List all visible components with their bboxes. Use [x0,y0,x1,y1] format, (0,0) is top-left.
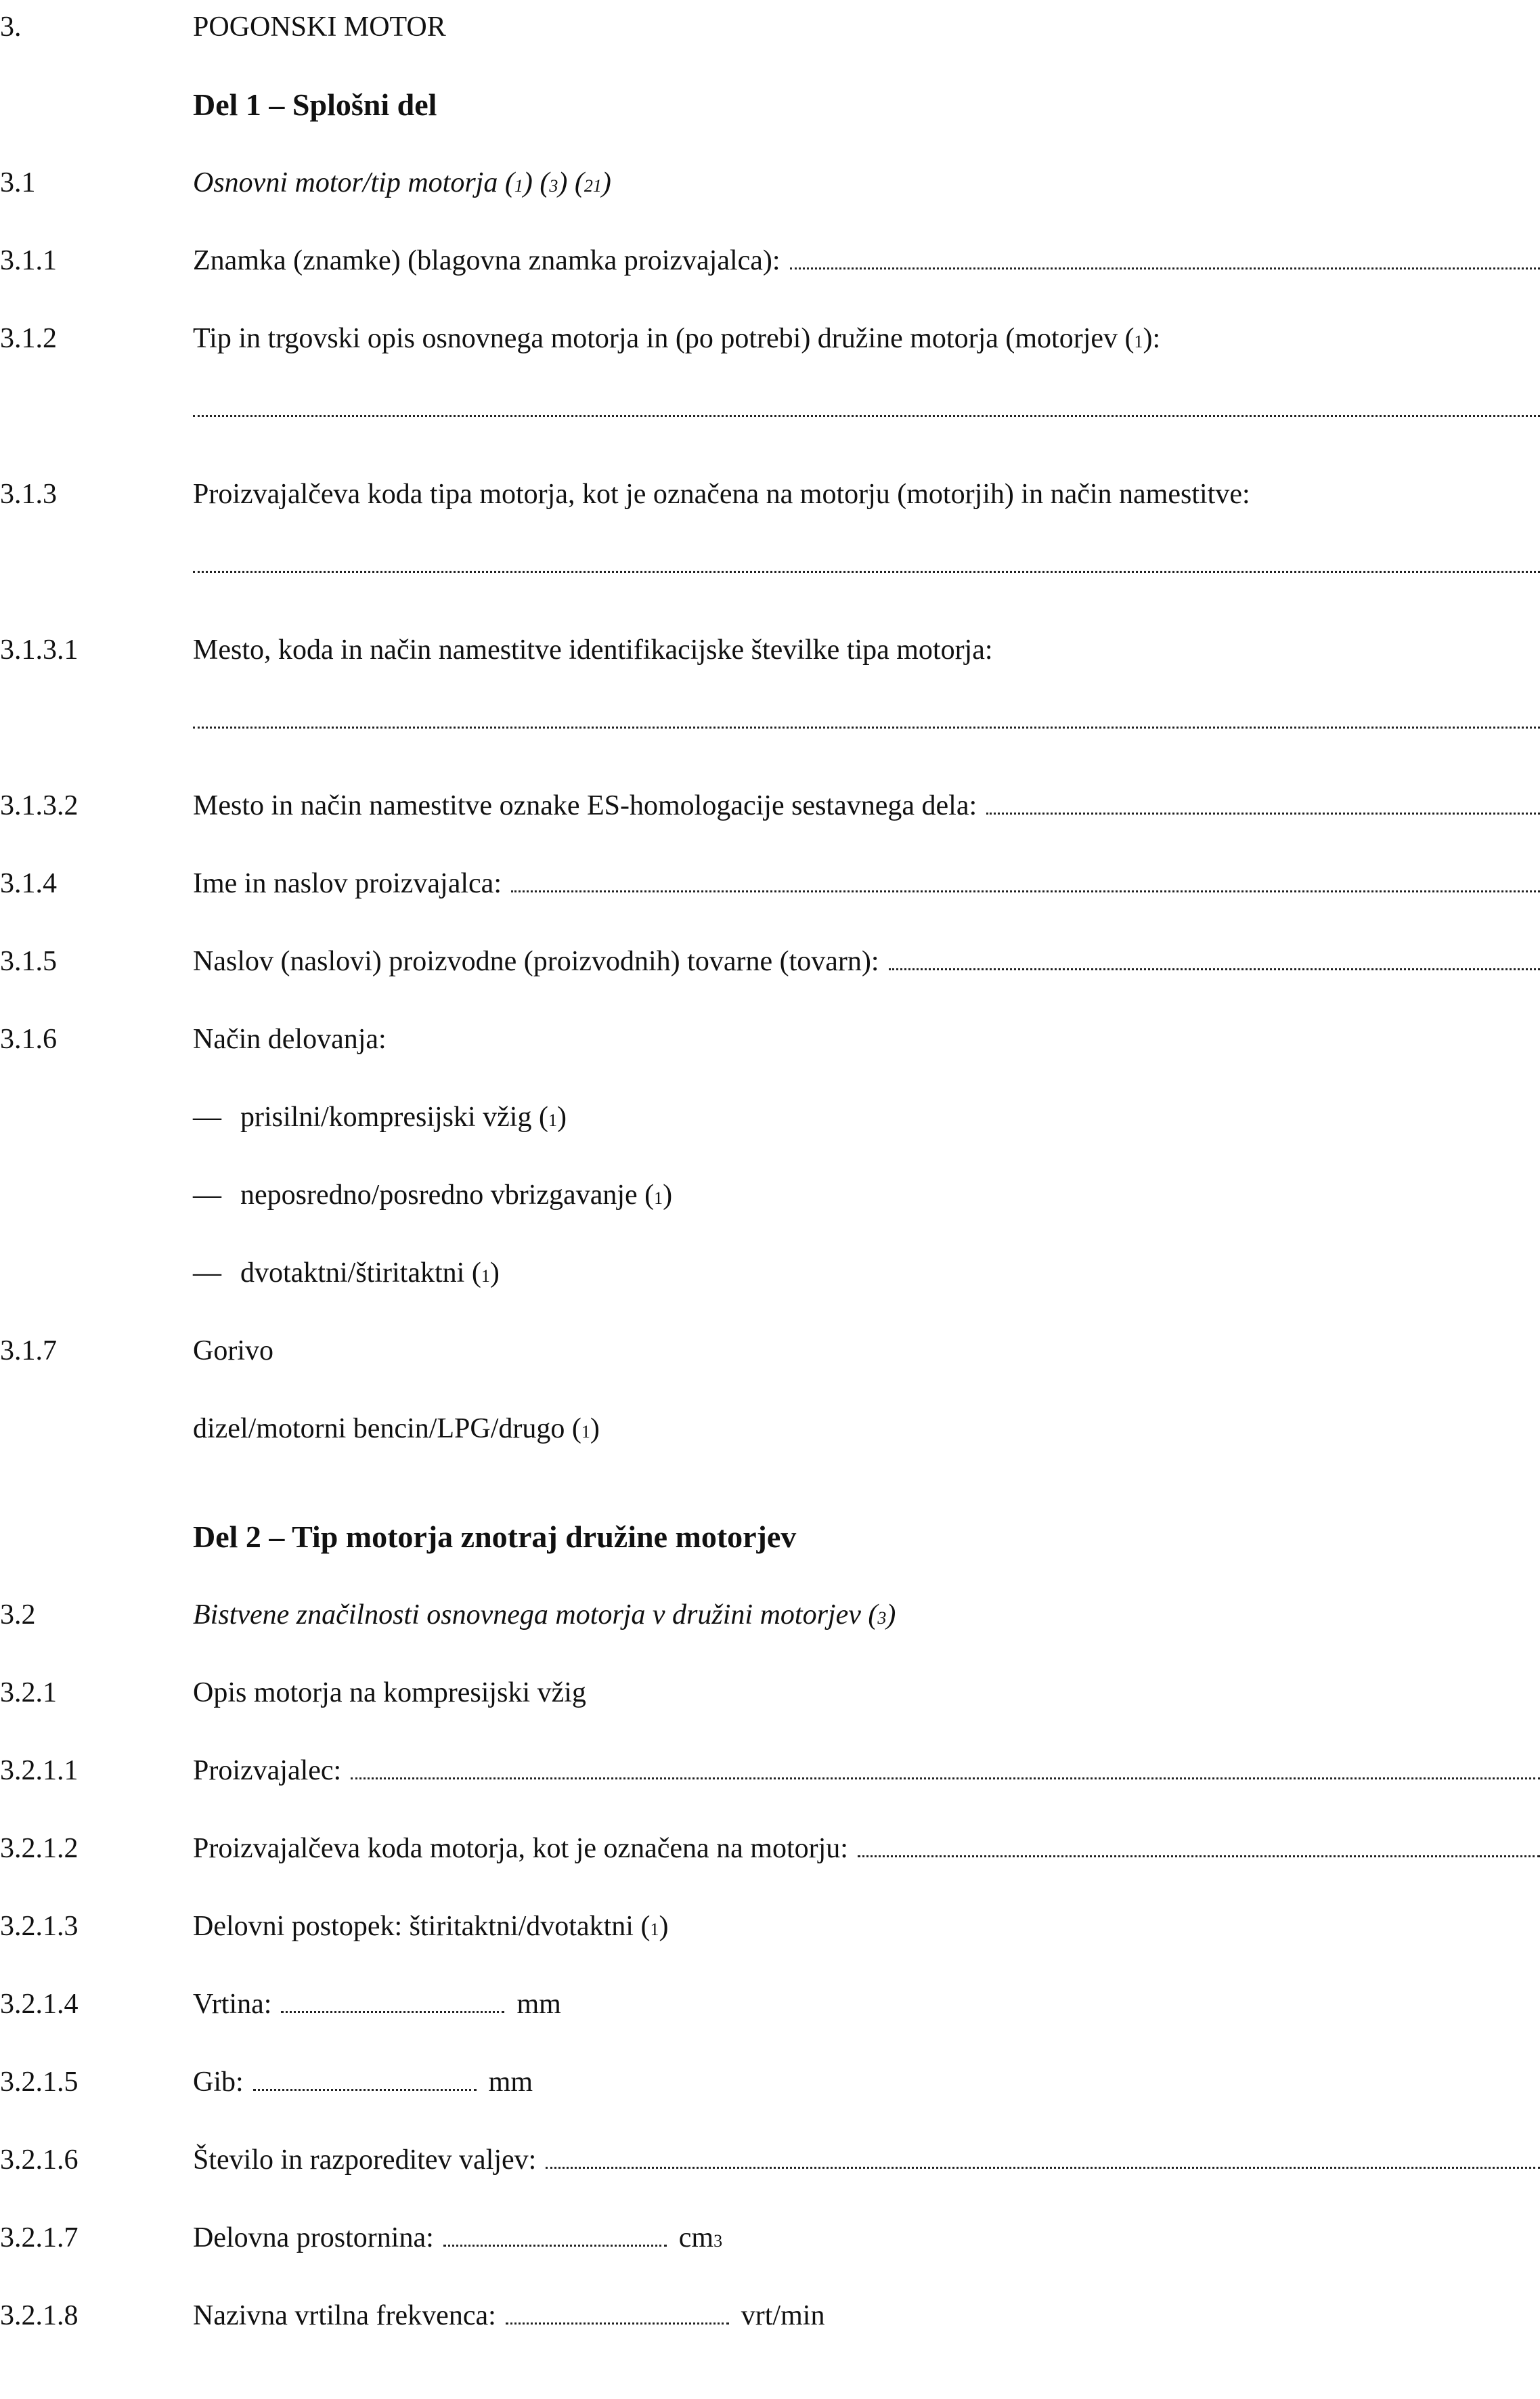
em-dash: — [193,1257,221,1289]
dotted-fill-line[interactable] [253,2074,477,2091]
unit-label: mm [516,1989,561,2020]
item-number: 3.1.3 [0,479,57,510]
option-3 [0,1246,1540,1300]
item-number: 3.2.1.6 [0,2144,79,2176]
item-text [193,779,1540,833]
em-dash: — [193,1180,221,1211]
item-label: Število in razporeditev valjev: [193,2144,537,2176]
item-text: Proizvajalčeva koda tipa motorja, kot je označena na motorju (motorjih) in način namestitve: [193,479,1250,510]
item-text [193,934,1540,989]
part-heading [0,78,1540,132]
item-label: Naslov (naslovi) proizvodne (proizvodnih) tovarne (tovarn): [193,946,879,977]
item-label: Proizvajalec: [193,1755,342,1786]
option-label[interactable]: prisilni/kompresijski vžig [240,1102,532,1133]
item-label: Mesto in način namestitve oznake ES-homologacije sestavnega dela: [193,790,977,821]
item-number: 3.2 [0,1599,36,1630]
item-text: Tip in trgovski opis osnovnega motorja in (po potrebi) družine motorja (motorjev ( 1 ): [193,311,1540,366]
item-3-1-5 [0,934,1540,989]
item-number: 3.2.1.5 [0,2067,79,2098]
item-text: Delovni postopek: štiritaktni/dvotaktni ( 1 ) [193,1899,1540,1953]
item-3-2-1-3 [0,1899,1540,1953]
dotted-fill-line[interactable] [506,2308,729,2325]
item-number: 3.1 [0,167,36,198]
item-text: Osnovni motor/tip motorja ( 1 ) ( 3 ) ( 21 ) [193,156,1540,210]
part-heading [0,1510,1540,1564]
part1-heading: Del 1 – Splošni del [193,87,437,122]
option-text: — dvotaktni/štiritaktni ( 1 ) [193,1246,1540,1300]
dotted-fill-line[interactable] [546,2152,1540,2169]
dotted-fill-line[interactable] [443,2230,667,2247]
item-3-1-6 [0,1012,1540,1066]
item-text [193,2055,1540,2109]
item-number: 3.2.1.3 [0,1911,79,1942]
item-label: Ime in naslov proizvajalca: [193,868,502,899]
fuel-label[interactable]: dizel/motorni bencin/LPG/drugo [193,1413,565,1444]
item-number: 3.1.1 [0,245,57,276]
item-3-2-1-1 [0,1744,1540,1798]
item-label: Vrtina: [193,1989,272,2020]
item-number: 3.2.1.1 [0,1755,79,1786]
item-label: Bistvene značilnosti osnovnega motorja v družini motorjev [193,1599,861,1630]
item-number: 3.2.1.8 [0,2300,79,2331]
item-label[interactable]: Delovni postopek: štiritaktni/dvotaktni [193,1911,634,1942]
item-3-2 [0,1588,1540,1642]
item-3-2-1 [0,1666,1540,1720]
item-3-2-1-8 [0,2289,1540,2343]
item-3-1-7 [0,1324,1540,1378]
dotted-fill-line[interactable] [193,415,1540,417]
item-3-2-1-6 [0,2133,1540,2187]
item-label-tail: ): [1143,323,1161,354]
item-number: 3.1.3.1 [0,634,79,666]
item-number: 3.1.5 [0,946,57,977]
item-number: 3.1.6 [0,1024,57,1055]
item-number: 3.1.7 [0,1335,57,1366]
item-number: 3.1.2 [0,323,57,354]
item-text [193,234,1540,288]
option-2 [0,1168,1540,1222]
section-title: POGONSKI MOTOR [193,12,446,43]
item-label: Znamka (znamke) (blagovna znamka proizvajalca): [193,245,780,276]
item-3-1-3 [0,467,1540,521]
item-number: 3.1.4 [0,868,57,899]
unit-label: vrt/min [741,2300,825,2331]
item-3-1-1 [0,234,1540,288]
dotted-fill-line[interactable] [986,798,1540,815]
item-3-2-1-7 [0,2211,1540,2265]
dotted-fill-line[interactable] [889,953,1540,970]
unit-label: mm [488,2067,533,2098]
item-number: 3.2.1 [0,1677,57,1708]
item-text: Opis motorja na kompresijski vžig [193,1677,586,1708]
unit-label: cm [678,2222,714,2253]
item-3-1 [0,156,1540,210]
item-text [193,857,1540,911]
item-label: Tip in trgovski opis osnovnega motorja in (po potrebi) družine motorja (motorjev [193,323,1118,354]
dotted-fill-line[interactable] [511,876,1540,892]
item-text [193,1821,1540,1876]
option-label[interactable]: dvotaktni/štiritaktni [240,1257,465,1289]
em-dash: — [193,1102,221,1133]
item-label: Nazivna vrtilna frekvenca: [193,2300,496,2331]
item-text [193,2289,1540,2343]
dotted-fill-line[interactable] [858,1840,1540,1857]
dotted-fill-line[interactable] [193,727,1540,729]
dotted-fill-line[interactable] [790,253,1540,269]
item-3-1-3-1 [0,623,1540,677]
item-number: 3.2.1.2 [0,1833,79,1864]
item-text [193,1744,1540,1798]
item-3-2-1-5 [0,2055,1540,2109]
dotted-fill-line[interactable] [193,571,1540,573]
part2-heading: Del 2 – Tip motorja znotraj družine motorjev [193,1519,797,1554]
option-text: dizel/motorni bencin/LPG/drugo ( 1 ) [193,1402,1540,1456]
dotted-fill-line[interactable] [281,1996,504,2013]
fill-line-3-1-2[interactable] [0,389,1540,444]
item-text: Delovna prostornina: cm 3 [193,2211,1540,2265]
item-number: 3.1.3.2 [0,790,79,821]
fuel-options [0,1402,1540,1456]
item-3-1-2 [0,311,1540,366]
item-label: Delovna prostornina: [193,2222,434,2253]
item-number: 3.2.1.7 [0,2222,79,2253]
item-3-2-1-4 [0,1977,1540,2031]
item-3-1-4 [0,857,1540,911]
option-text: — neposredno/posredno vbrizgavanje ( 1 ) [193,1168,1540,1222]
item-3-2-1-2 [0,1821,1540,1876]
section-heading [0,0,1540,54]
item-label: Gib: [193,2067,244,2098]
item-label: Proizvajalčeva koda motorja, kot je označena na motorju: [193,1833,848,1864]
item-text [193,1977,1540,2031]
section-number: 3. [0,12,22,43]
option-text: — prisilni/kompresijski vžig ( 1 ) [193,1090,1540,1144]
item-text [193,2133,1540,2187]
fill-line-3-1-3-1[interactable] [0,701,1540,755]
item-3-1-3-2 [0,779,1540,833]
option-label[interactable]: neposredno/posredno vbrizgavanje [240,1180,638,1211]
item-text: Način delovanja: [193,1024,387,1055]
item-text: Mesto, koda in način namestitve identifikacijske številke tipa motorja: [193,634,993,666]
item-number: 3.2.1.4 [0,1989,79,2020]
dotted-fill-line[interactable] [351,1763,1540,1779]
item-text: Bistvene značilnosti osnovnega motorja v družini motorjev ( 3 ) [193,1588,1540,1642]
item-label: Osnovni motor/tip motorja [193,167,498,198]
option-1 [0,1090,1540,1144]
fill-line-3-1-3[interactable] [0,545,1540,599]
item-text: Gorivo [193,1335,273,1366]
